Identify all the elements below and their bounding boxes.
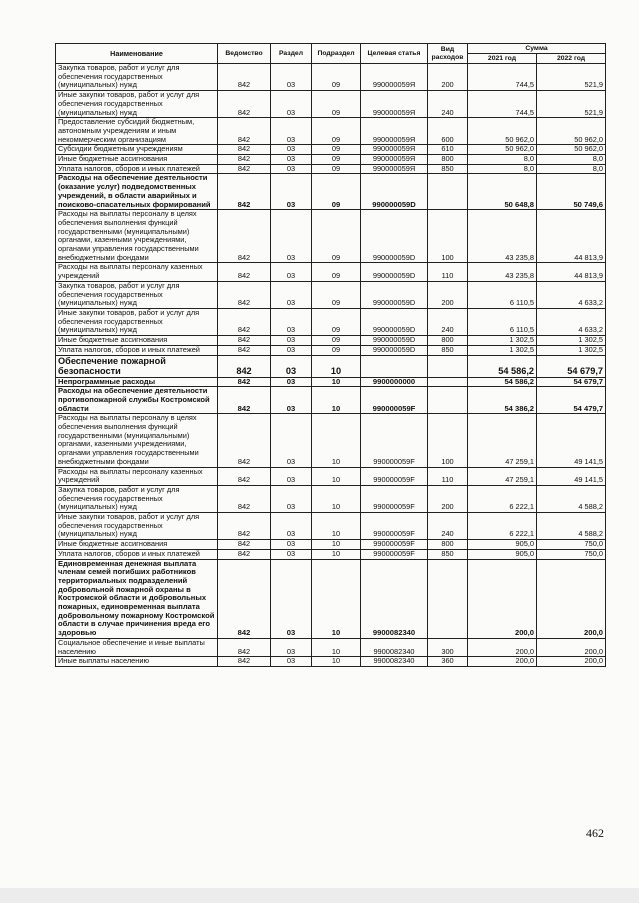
row-value-2021: 6 222,1 <box>468 485 537 512</box>
row-target-article: 990000059D <box>361 281 428 308</box>
row-section: 03 <box>271 387 312 414</box>
table-row <box>56 345 606 355</box>
row-section: 03 <box>271 263 312 281</box>
row-section: 03 <box>271 336 312 346</box>
row-expense-type: 200 <box>428 281 468 308</box>
row-section: 03 <box>271 64 312 91</box>
row-expense-type: 240 <box>428 91 468 118</box>
row-name: Расходы на обеспечение деятельности (оказание услуг) подведомственных учреждений, в области аварийных и поисково-спасательных формирований <box>56 174 218 210</box>
row-value-2022: 49 141,5 <box>537 414 606 467</box>
row-target-article: 990000059F <box>361 513 428 540</box>
row-value-2021: 200,0 <box>468 559 537 638</box>
row-value-2022: 750,0 <box>537 540 606 550</box>
row-expense-type <box>428 387 468 414</box>
row-target-article: 990000059F <box>361 485 428 512</box>
row-value-2021: 47 259,1 <box>468 467 537 485</box>
row-expense-type: 100 <box>428 414 468 467</box>
row-name: Иные закупки товаров, работ и услуг для обеспечения государственных (муниципальных) нужд <box>56 308 218 335</box>
row-name: Закупка товаров, работ и услуг для обеспечения государственных (муниципальных) нужд <box>56 281 218 308</box>
row-target-article: 990000059D <box>361 210 428 263</box>
row-section: 03 <box>271 377 312 387</box>
header-subsection: Подраздел <box>312 44 361 64</box>
row-expense-type: 850 <box>428 345 468 355</box>
row-name: Закупка товаров, работ и услуг для обеспечения государственных (муниципальных) нужд <box>56 64 218 91</box>
row-section: 03 <box>271 467 312 485</box>
row-name: Иные закупки товаров, работ и услуг для обеспечения государственных (муниципальных) нужд <box>56 91 218 118</box>
row-name: Расходы на выплаты персоналу казенных учреждений <box>56 467 218 485</box>
row-subsection: 10 <box>312 638 361 656</box>
table-row <box>56 91 606 118</box>
row-section: 03 <box>271 308 312 335</box>
row-target-article: 990000059D <box>361 308 428 335</box>
row-value-2022: 200,0 <box>537 559 606 638</box>
row-subsection: 10 <box>312 355 361 377</box>
row-value-2021: 6 110,5 <box>468 281 537 308</box>
row-value-2021: 54 386,2 <box>468 387 537 414</box>
row-subsection: 09 <box>312 91 361 118</box>
row-section: 03 <box>271 164 312 174</box>
row-target-article: 990000059Я <box>361 164 428 174</box>
row-name: Единовременная денежная выплата членам семей погибших работников территориальных подразделений добровольной пожарной охраны в Костромской области и добровольных пожарных, единовременная выплата добровольному пожарному Костромской области в случае причинения вреда его здоровью <box>56 559 218 638</box>
table-row <box>56 657 606 667</box>
table-row <box>56 549 606 559</box>
table-row <box>56 467 606 485</box>
table-row <box>56 377 606 387</box>
row-value-2022: 8,0 <box>537 164 606 174</box>
row-value-2021: 50 962,0 <box>468 145 537 155</box>
row-name: Иные бюджетные ассигнования <box>56 155 218 165</box>
row-name: Расходы на выплаты персоналу в целях обеспечения выполнения функций государственными (муниципальными) органами, казенными учреждениями, органами управления государственными внебюджетными фондами <box>56 210 218 263</box>
row-value-2021: 905,0 <box>468 549 537 559</box>
row-value-2022: 54 679,7 <box>537 355 606 377</box>
row-value-2022: 8,0 <box>537 155 606 165</box>
row-section: 03 <box>271 513 312 540</box>
row-subsection: 10 <box>312 513 361 540</box>
row-expense-type: 800 <box>428 540 468 550</box>
row-expense-type: 360 <box>428 657 468 667</box>
table-row <box>56 263 606 281</box>
table-row <box>56 414 606 467</box>
row-subsection: 09 <box>312 281 361 308</box>
row-target-article: 990000059Я <box>361 64 428 91</box>
row-section: 03 <box>271 281 312 308</box>
table-row <box>56 387 606 414</box>
row-value-2021: 1 302,5 <box>468 336 537 346</box>
row-target-article: 990000059F <box>361 540 428 550</box>
table-row <box>56 210 606 263</box>
row-subsection: 10 <box>312 467 361 485</box>
row-value-2021: 744,5 <box>468 64 537 91</box>
row-value-2022: 200,0 <box>537 638 606 656</box>
row-department: 842 <box>218 164 271 174</box>
row-target-article: 990000059F <box>361 387 428 414</box>
row-expense-type: 300 <box>428 638 468 656</box>
row-name: Уплата налогов, сборов и иных платежей <box>56 345 218 355</box>
table-row <box>56 513 606 540</box>
row-department: 842 <box>218 549 271 559</box>
row-expense-type: 610 <box>428 145 468 155</box>
row-value-2021: 8,0 <box>468 155 537 165</box>
table-row <box>56 155 606 165</box>
row-name: Иные выплаты населению <box>56 657 218 667</box>
row-section: 03 <box>271 155 312 165</box>
row-subsection: 09 <box>312 64 361 91</box>
row-department: 842 <box>218 145 271 155</box>
row-department: 842 <box>218 155 271 165</box>
row-expense-type <box>428 377 468 387</box>
row-department: 842 <box>218 210 271 263</box>
row-department: 842 <box>218 414 271 467</box>
row-expense-type: 850 <box>428 164 468 174</box>
row-section: 03 <box>271 549 312 559</box>
row-name: Непрограммные расходы <box>56 377 218 387</box>
row-section: 03 <box>271 145 312 155</box>
row-target-article: 9900082340 <box>361 657 428 667</box>
row-department: 842 <box>218 336 271 346</box>
row-subsection: 10 <box>312 657 361 667</box>
header-section: Раздел <box>271 44 312 64</box>
row-target-article: 9900082340 <box>361 559 428 638</box>
row-target-article: 990000059F <box>361 414 428 467</box>
row-subsection: 10 <box>312 559 361 638</box>
row-section: 03 <box>271 540 312 550</box>
row-value-2021: 744,5 <box>468 91 537 118</box>
row-value-2022: 44 813,9 <box>537 263 606 281</box>
row-target-article: 9900082340 <box>361 638 428 656</box>
row-name: Предоставление субсидий бюджетным, автономным учреждениям и иным некоммерческим организациям <box>56 118 218 145</box>
row-expense-type: 100 <box>428 210 468 263</box>
row-name: Закупка товаров, работ и услуг для обеспечения государственных (муниципальных) нужд <box>56 485 218 512</box>
row-value-2021: 6 110,5 <box>468 308 537 335</box>
row-section: 03 <box>271 559 312 638</box>
table-row <box>56 64 606 91</box>
row-value-2021: 47 259,1 <box>468 414 537 467</box>
row-value-2022: 4 588,2 <box>537 485 606 512</box>
table-row <box>56 485 606 512</box>
row-value-2022: 49 141,5 <box>537 467 606 485</box>
row-value-2021: 1 302,5 <box>468 345 537 355</box>
row-expense-type: 110 <box>428 263 468 281</box>
row-department: 842 <box>218 64 271 91</box>
row-subsection: 09 <box>312 118 361 145</box>
row-value-2022: 50 749,6 <box>537 174 606 210</box>
header-name: Наименование <box>56 44 218 64</box>
row-subsection: 09 <box>312 145 361 155</box>
row-department: 842 <box>218 91 271 118</box>
row-subsection: 09 <box>312 210 361 263</box>
row-target-article <box>361 355 428 377</box>
row-name: Расходы на выплаты персоналу казенных учреждений <box>56 263 218 281</box>
row-expense-type: 240 <box>428 513 468 540</box>
table-row <box>56 308 606 335</box>
header-expense-type: Вид расходов <box>428 44 468 64</box>
budget-rows <box>56 64 606 667</box>
row-department: 842 <box>218 174 271 210</box>
row-name: Уплата налогов, сборов и иных платежей <box>56 164 218 174</box>
row-department: 842 <box>218 513 271 540</box>
row-section: 03 <box>271 174 312 210</box>
row-subsection: 10 <box>312 485 361 512</box>
row-target-article: 990000059Я <box>361 91 428 118</box>
row-department: 842 <box>218 355 271 377</box>
row-expense-type <box>428 559 468 638</box>
row-value-2022: 50 962,0 <box>537 118 606 145</box>
row-department: 842 <box>218 281 271 308</box>
row-value-2022: 750,0 <box>537 549 606 559</box>
row-department: 842 <box>218 638 271 656</box>
row-section: 03 <box>271 355 312 377</box>
row-target-article: 990000059F <box>361 549 428 559</box>
row-name: Иные бюджетные ассигнования <box>56 336 218 346</box>
row-name: Иные бюджетные ассигнования <box>56 540 218 550</box>
row-value-2021: 54 586,2 <box>468 355 537 377</box>
row-target-article: 990000059D <box>361 336 428 346</box>
row-value-2021: 54 586,2 <box>468 377 537 387</box>
row-expense-type: 800 <box>428 155 468 165</box>
table-row <box>56 145 606 155</box>
row-value-2022: 4 633,2 <box>537 308 606 335</box>
row-section: 03 <box>271 91 312 118</box>
row-value-2021: 43 235,8 <box>468 210 537 263</box>
row-value-2021: 8,0 <box>468 164 537 174</box>
row-section: 03 <box>271 657 312 667</box>
table-row <box>56 355 606 377</box>
row-value-2021: 905,0 <box>468 540 537 550</box>
row-subsection: 10 <box>312 540 361 550</box>
row-target-article: 990000059Я <box>361 155 428 165</box>
row-target-article: 990000059D <box>361 345 428 355</box>
row-value-2022: 4 588,2 <box>537 513 606 540</box>
footer-strip <box>0 888 639 903</box>
header-year-2021: 2021 год <box>468 54 537 64</box>
row-department: 842 <box>218 377 271 387</box>
row-name: Иные закупки товаров, работ и услуг для обеспечения государственных (муниципальных) нужд <box>56 513 218 540</box>
row-subsection: 09 <box>312 336 361 346</box>
row-subsection: 09 <box>312 164 361 174</box>
row-value-2022: 4 633,2 <box>537 281 606 308</box>
header-department: Ведомство <box>218 44 271 64</box>
table-row <box>56 638 606 656</box>
row-expense-type: 600 <box>428 118 468 145</box>
table-row <box>56 559 606 638</box>
row-subsection: 10 <box>312 377 361 387</box>
table-row <box>56 174 606 210</box>
row-expense-type: 200 <box>428 485 468 512</box>
row-section: 03 <box>271 118 312 145</box>
row-department: 842 <box>218 387 271 414</box>
row-expense-type: 110 <box>428 467 468 485</box>
row-expense-type: 240 <box>428 308 468 335</box>
row-value-2021: 200,0 <box>468 638 537 656</box>
row-subsection: 09 <box>312 345 361 355</box>
row-subsection: 10 <box>312 387 361 414</box>
row-name: Расходы на выплаты персоналу в целях обеспечения выполнения функций государственными (муниципальными) органами, казенными учреждениями, органами управления государственными внебюджетными фондами <box>56 414 218 467</box>
table-row <box>56 164 606 174</box>
row-value-2021: 200,0 <box>468 657 537 667</box>
row-name: Социальное обеспечение и иные выплаты населению <box>56 638 218 656</box>
row-department: 842 <box>218 467 271 485</box>
row-expense-type <box>428 355 468 377</box>
row-name: Субсидии бюджетным учреждениям <box>56 145 218 155</box>
row-department: 842 <box>218 559 271 638</box>
row-value-2021: 50 962,0 <box>468 118 537 145</box>
row-value-2022: 54 479,7 <box>537 387 606 414</box>
row-target-article: 990000059D <box>361 174 428 210</box>
row-subsection: 09 <box>312 174 361 210</box>
row-expense-type: 850 <box>428 549 468 559</box>
row-target-article: 990000059D <box>361 263 428 281</box>
row-value-2021: 50 648,8 <box>468 174 537 210</box>
header-year-2022: 2022 год <box>537 54 606 64</box>
row-target-article: 990000059Я <box>361 118 428 145</box>
table-row <box>56 281 606 308</box>
row-target-article: 9900000000 <box>361 377 428 387</box>
row-section: 03 <box>271 485 312 512</box>
row-section: 03 <box>271 345 312 355</box>
row-subsection: 09 <box>312 263 361 281</box>
row-target-article: 990000059Я <box>361 145 428 155</box>
row-subsection: 10 <box>312 549 361 559</box>
row-value-2021: 6 222,1 <box>468 513 537 540</box>
row-value-2022: 54 679,7 <box>537 377 606 387</box>
row-value-2022: 521,9 <box>537 64 606 91</box>
row-department: 842 <box>218 657 271 667</box>
row-subsection: 09 <box>312 308 361 335</box>
header-sum: Сумма <box>468 44 606 54</box>
row-subsection: 10 <box>312 414 361 467</box>
row-value-2022: 50 962,0 <box>537 145 606 155</box>
row-department: 842 <box>218 263 271 281</box>
row-department: 842 <box>218 540 271 550</box>
row-section: 03 <box>271 210 312 263</box>
row-department: 842 <box>218 308 271 335</box>
row-section: 03 <box>271 638 312 656</box>
row-name: Обеспечение пожарной безопасности <box>56 355 218 377</box>
row-department: 842 <box>218 345 271 355</box>
row-name: Расходы на обеспечение деятельности противопожарной службы Костромской области <box>56 387 218 414</box>
row-subsection: 09 <box>312 155 361 165</box>
row-section: 03 <box>271 414 312 467</box>
row-expense-type: 200 <box>428 64 468 91</box>
table-row <box>56 118 606 145</box>
row-value-2022: 521,9 <box>537 91 606 118</box>
row-target-article: 990000059F <box>361 467 428 485</box>
row-expense-type: 800 <box>428 336 468 346</box>
row-department: 842 <box>218 118 271 145</box>
row-value-2022: 44 813,9 <box>537 210 606 263</box>
page-number: 462 <box>586 826 604 840</box>
row-department: 842 <box>218 485 271 512</box>
budget-table <box>55 43 606 667</box>
row-value-2021: 43 235,8 <box>468 263 537 281</box>
row-name: Уплата налогов, сборов и иных платежей <box>56 549 218 559</box>
table-row <box>56 540 606 550</box>
row-value-2022: 1 302,5 <box>537 336 606 346</box>
row-value-2022: 1 302,5 <box>537 345 606 355</box>
row-value-2022: 200,0 <box>537 657 606 667</box>
table-row <box>56 336 606 346</box>
header-target-article: Целевая статья <box>361 44 428 64</box>
row-expense-type <box>428 174 468 210</box>
